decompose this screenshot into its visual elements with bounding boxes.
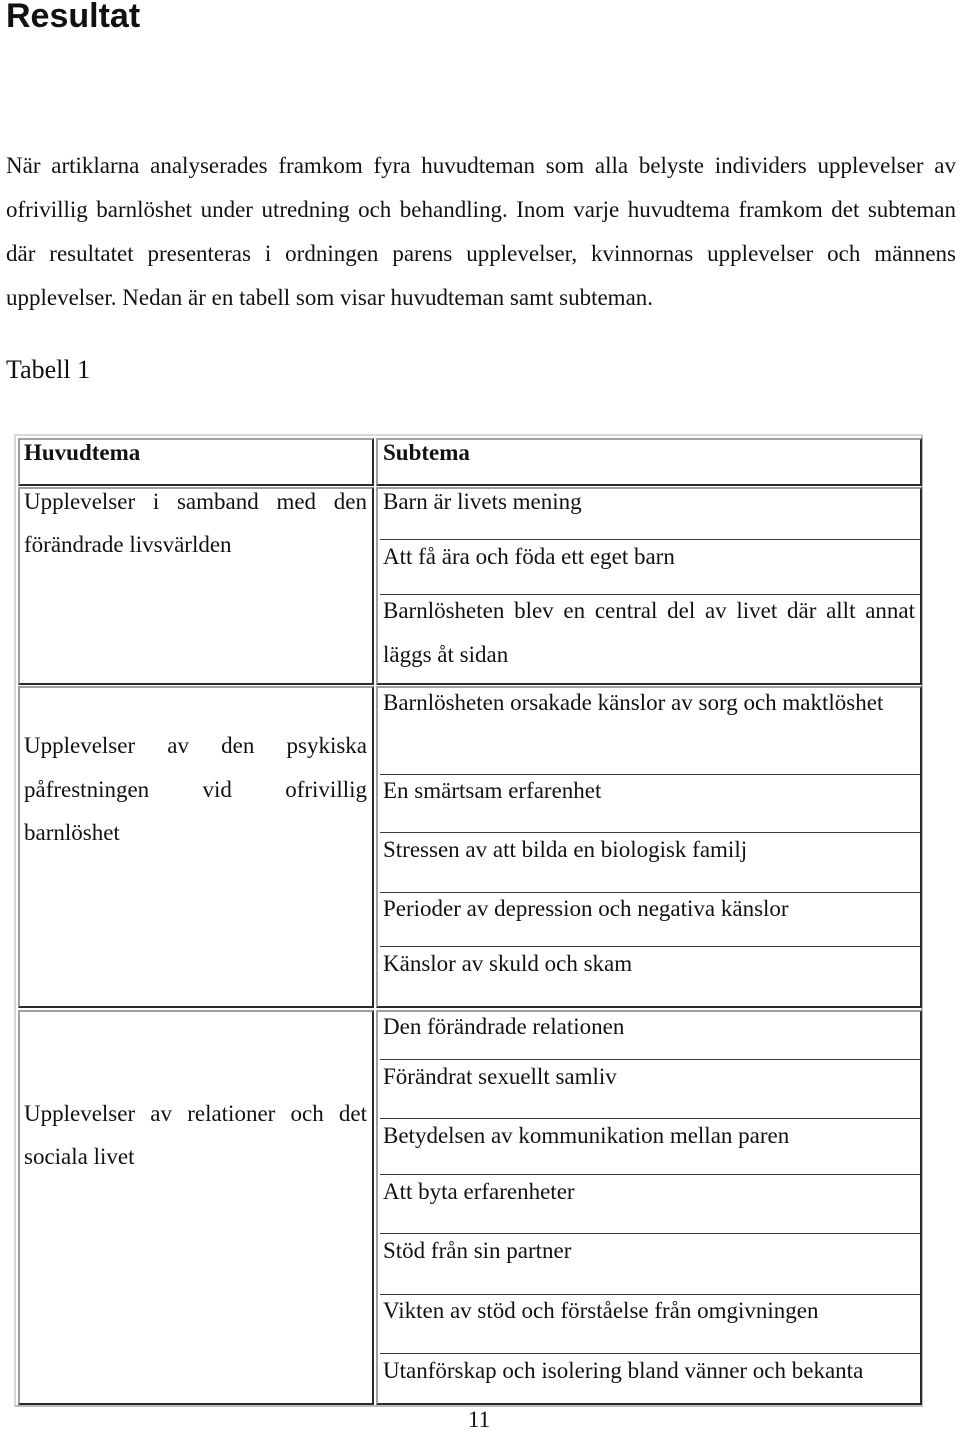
main-text-line: barnlöshet: [24, 820, 120, 845]
main-text-line: påfrestningen vid ofrivillig: [24, 777, 367, 802]
main-text-line: förändrade livsvärlden: [24, 532, 232, 557]
table-label: Tabell 1: [6, 355, 91, 384]
subtheme-item: Betydelsen av kommunikation mellan paren: [383, 1123, 790, 1148]
subtheme-item: Barn är livets mening: [383, 489, 582, 514]
subtheme-item: Att byta erfarenheter: [383, 1179, 575, 1204]
subtheme-item: Vikten av stöd och förståelse från omgivningen: [383, 1298, 819, 1323]
subtheme-item: Perioder av depression och negativa känslor: [383, 896, 789, 921]
subtheme-item: Stressen av att bilda en biologisk familj: [383, 837, 748, 862]
subtheme-item: Utanförskap och isolering bland vänner och bekanta: [383, 1358, 864, 1383]
header-sub-label: Subtema: [383, 440, 470, 465]
header-main-label: Huvudtema: [24, 440, 141, 465]
main-text-line: sociala livet: [24, 1144, 135, 1169]
subtheme-item: Stöd från sin partner: [383, 1238, 572, 1263]
subtheme-item: Att få ära och föda ett eget barn: [383, 544, 675, 569]
subtheme-item: En smärtsam erfarenhet: [383, 778, 602, 803]
subtheme-item: Barnlösheten orsakade känslor av sorg och maktlöshet: [383, 690, 884, 715]
subtheme-item: Känslor av skuld och skam: [383, 951, 633, 976]
group-3-main-cell: [18, 1010, 374, 1405]
intro-paragraph: När artiklarna analyserades framkom fyra huvudteman som alla belyste individers upplevelser av ofrivillig barnlöshet under utredning och behandling. Inom varje huvudtema framkom det subteman där resultatet presenteras i ordningen parens upplevelser, kvinnornas upplevelser och männens upplevelser. Nedan är en tabell som visar huvudteman samt subteman.: [6, 153, 956, 310]
subtheme-item: Förändrat sexuellt samliv: [383, 1064, 617, 1089]
subtheme-item: Den förändrade relationen: [383, 1014, 625, 1039]
main-text-line: Upplevelser av den psykiska: [24, 733, 367, 758]
page-heading: Resultat: [6, 0, 141, 35]
main-text-line: Upplevelser i samband med den: [24, 489, 367, 514]
main-text-line: Upplevelser av relationer och det: [24, 1101, 367, 1126]
page-number: 11: [468, 1407, 491, 1432]
subtheme-item: Barnlösheten blev en central del av livet där allt annat läggs åt sidan: [383, 598, 915, 667]
